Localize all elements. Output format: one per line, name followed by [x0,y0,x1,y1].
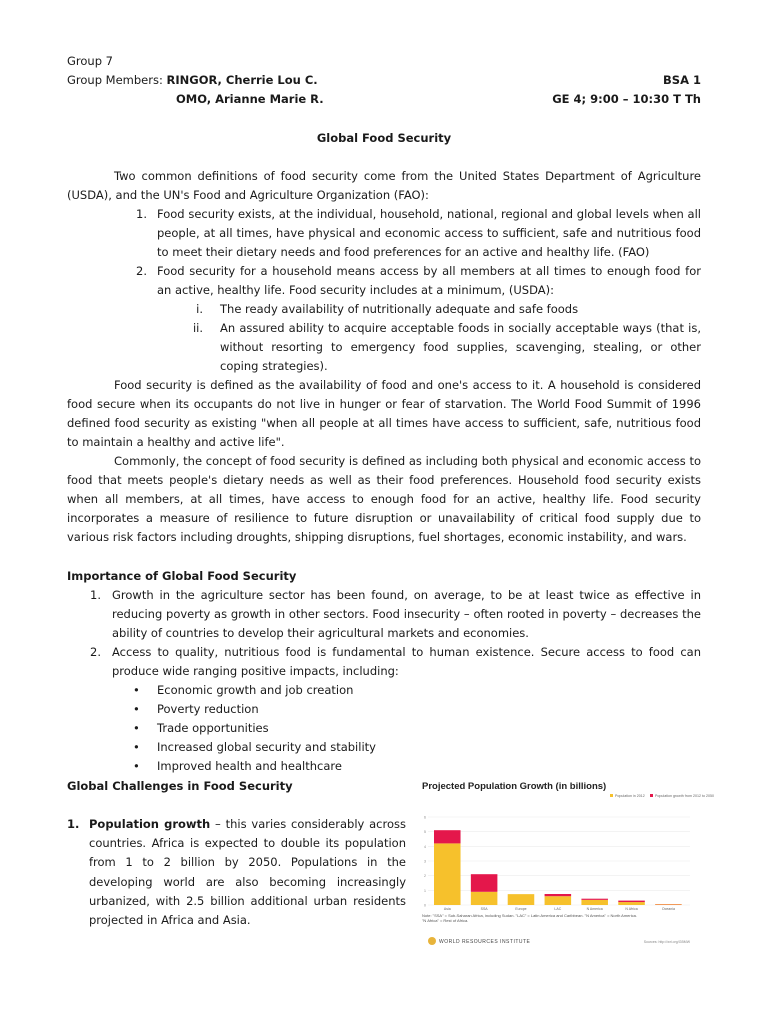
bar-2012 [471,892,498,905]
document-title: Global Food Security [316,131,452,145]
bar-2012 [581,900,608,905]
bar-2012 [434,843,461,905]
challenge-item: 1. Population growth – this varies considerably across countries. Africa is expected to double its population from 1 to 2 billion by 2050. Populations in the developing world are also becoming increasingly urbanized, with 2.5 billion additional urban residents projected in Africa and Asia. [67,817,406,928]
challenge-title: Population growth [89,817,211,831]
list-item: • Trade opportunities [67,719,701,738]
bar-growth [581,899,608,900]
bullet-icon: • [133,740,140,754]
definitions-list [67,205,701,300]
group-label: Group 7 [67,54,113,68]
intro-paragraph: Two common definitions of food security come from the United States Department of Agriculture (USDA), and the UN's Food and Agriculture Organization (FAO): [67,169,701,202]
chart-note: Note: "SSA" = Sub-Saharan Africa, including Sudan. "LAC" = Latin America and Caribbean. "N America" = North America. "N Africa" = Rest of Africa. [422,913,639,923]
importance-list [67,586,701,681]
y-tick-label: 4 [424,844,426,849]
legend-label: Population growth from 2012 to 2050 [655,793,714,798]
bullet-icon: • [133,702,140,716]
bar-growth [545,894,572,896]
bullet-icon: • [133,759,140,773]
bar-2012 [655,904,682,905]
members-row-2 [67,90,701,109]
member-2: OMO, Arianne Marie R. [176,92,324,106]
chart-svg [418,777,714,957]
challenges-heading: Global Challenges in Food Security [67,779,293,793]
legend-label: Population in 2012 [615,793,645,798]
list-item: • Improved health and healthcare [67,757,701,776]
bullet-icon: • [133,721,140,735]
importance-item: 1. Growth in the agriculture sector has been found, on average, to be at least twice as effective in reducing poverty as growth in other sectors. Food insecurity – often rooted in poverty – decreases the ability of countries to develop their agricultural markets and economies. [90,588,701,640]
members-label: Group Members: [67,73,163,87]
y-tick-label: 2 [424,874,426,879]
x-tick-label: Asia [443,907,451,911]
members-row [67,71,701,90]
sub-items-list [67,300,701,376]
x-tick-label: LAC [554,907,562,911]
chart-legend [610,794,714,798]
bar-growth [434,830,461,843]
member-1: RINGOR, Cherrie Lou C. [166,73,318,87]
x-tick-label: N America [586,907,603,911]
y-tick-label: 3 [424,859,426,864]
paragraph-1: Food security is defined as the availability of food and one's access to it. A household is considered food secure when its occupants do not live in hunger or fear of starvation. The World Food Summit of 1996 defined food security as existing "when all people at all times have access to sufficient, safe, nutritious food to maintain a healthy and active life". [67,378,701,449]
document-page [67,52,701,776]
legend-swatch [610,794,613,797]
list-item: • Increased global security and stability [67,738,701,757]
y-tick-label: 5 [424,830,426,835]
bar-2012 [618,902,645,905]
y-tick-label: 0 [424,903,426,908]
x-tick-label: Europe [515,907,527,911]
importance-heading: Importance of Global Food Security [67,569,297,583]
list-item: • Poverty reduction [67,700,701,719]
legend-swatch [650,794,653,797]
definition-item: 2. Food security for a household means access by all members at all times to enough food for an active, healthy life. Food security includes at a minimum, (USDA): [136,264,701,297]
x-tick-label: N Africa [625,907,638,911]
sub-item: i. The ready availability of nutritionally adequate and safe foods [196,302,579,316]
impacts-list [67,681,701,776]
bar-2012 [508,894,535,905]
wri-logo-icon [428,937,436,945]
challenges-list [67,815,406,930]
y-tick-label: 6 [424,815,426,820]
sub-item: ii. An assured ability to acquire acceptable foods in socially acceptable ways (that is, without resorting to emergency food supplies, scavenging, stealing, or other coping strategies). [192,321,701,373]
bar-growth [618,901,645,902]
bullet-icon: • [133,683,140,697]
bar-2012 [545,896,572,905]
paragraph-2: Commonly, the concept of food security is defined as including both physical and economic access to food that meets people's dietary needs as well as their food preferences. Household food security exists when all members, at all times, have access to enough food for an active, healthy life. Food security incorporates a measure of resilience to future disruption or unavailability of critical food supply due to various risk factors including droughts, shipping disruptions, fuel shortages, economic instability, and wars. [67,454,701,544]
course-label: BSA 1 [663,73,701,87]
x-tick-label: SSA [480,907,488,911]
list-item: • Economic growth and job creation [67,681,701,700]
population-chart [418,777,714,957]
x-tick-label: Oceania [661,907,675,911]
chart-source-url: Sources: http://wri.org/GBMW [643,940,690,944]
definition-item: 1. Food security exists, at the individual, household, national, regional and global levels when all people, at all times, have physical and economic access to sufficient, safe and nutritious food to meet their dietary needs and food preferences for an active and healthy life. (FAO) [136,207,701,259]
y-tick-label: 1 [424,888,426,893]
bar-growth [471,874,498,892]
importance-item: 2. Access to quality, nutritious food is fundamental to human existence. Secure access to food can produce wide ranging positive impacts, including: [90,645,701,678]
chart-title: Projected Population Growth (in billions) [422,781,607,792]
chart-source: WORLD RESOURCES INSTITUTE [439,939,531,945]
schedule-label: GE 4; 9:00 – 10:30 T Th [552,92,701,106]
